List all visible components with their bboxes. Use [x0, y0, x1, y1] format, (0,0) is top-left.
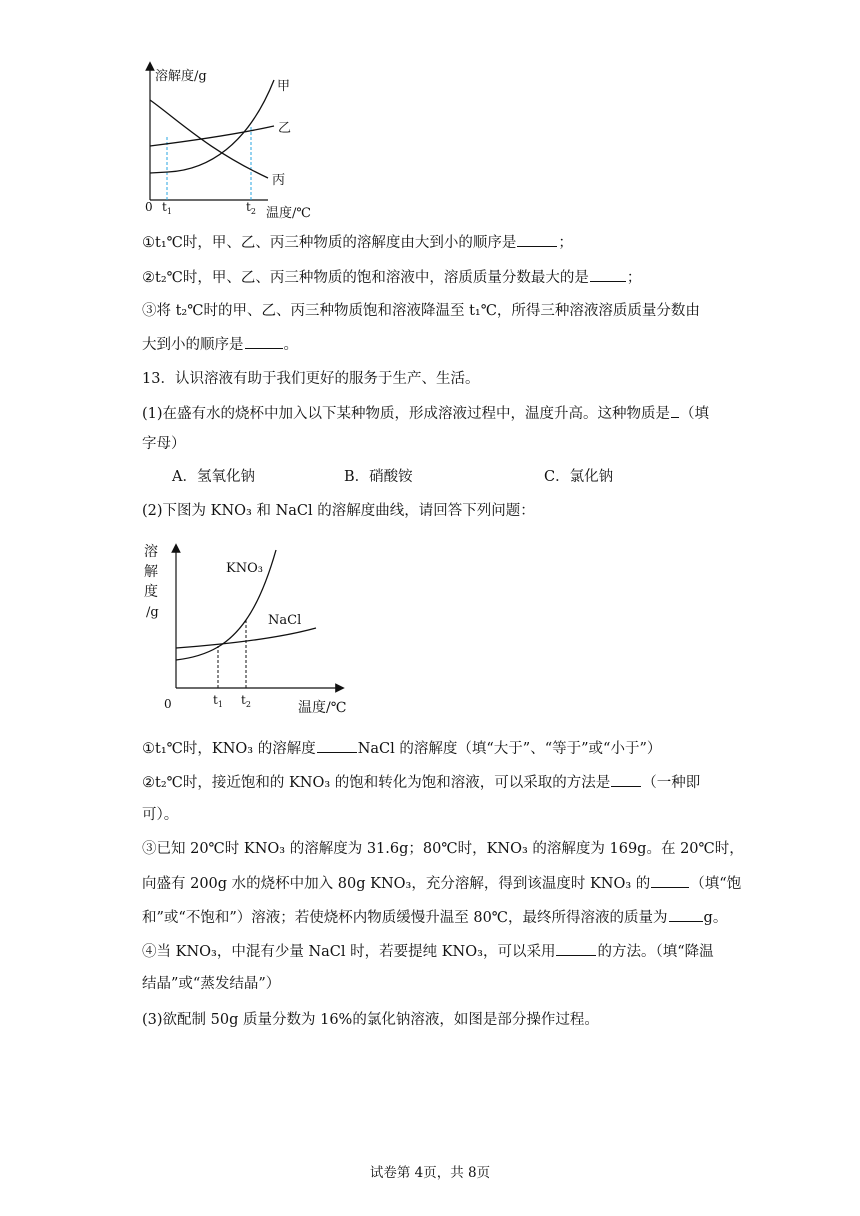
graph2-origin: 0: [164, 697, 172, 711]
graph2-ylabel-1: 溶: [144, 544, 158, 560]
q12-s2-text: ②t₂℃时，甲、乙、丙三种物质的饱和溶液中，溶质质量分数最大的是: [142, 270, 589, 286]
answer-blank[interactable]: [651, 873, 689, 888]
q12-s1-end: ；: [558, 235, 573, 251]
q12-s2: [142, 267, 641, 288]
graph1-origin: 0: [145, 200, 153, 214]
q13-s3a: [142, 839, 744, 859]
q13-p1b: [142, 434, 186, 454]
graph1-t2: $t_2$: [246, 200, 256, 216]
q12-s3a-text: ③将 t₂℃时的甲、乙、丙三种物质饱和溶液降温至 t₁℃，所得三种溶液溶质质量分数由: [142, 303, 700, 319]
label-yi: 乙: [278, 121, 292, 136]
graph2-t2: $t_2$: [241, 693, 251, 709]
q13-p1b-text: 字母）: [142, 436, 186, 452]
q13-s1a-text: ①t₁℃时，KNO₃ 的溶解度: [142, 741, 316, 757]
option-c-text: C．氯化钠: [544, 469, 614, 485]
q13-s4b-text: 结晶”或“蒸发结晶”）: [142, 976, 281, 992]
q12-s1: [142, 232, 573, 253]
answer-blank[interactable]: [590, 267, 626, 282]
solubility-graph-2: [140, 538, 370, 722]
label-bing: 丙: [272, 173, 286, 188]
graph1-ylabel: 溶解度/g: [155, 69, 207, 84]
option-b: [344, 467, 413, 487]
graph2-ylabel-3: 度: [144, 584, 158, 600]
q12-s1-text: ①t₁℃时，甲、乙、丙三种物质的溶解度由大到小的顺序是: [142, 235, 517, 251]
curve-bing: [150, 100, 268, 178]
answer-blank[interactable]: [317, 738, 357, 753]
answer-blank[interactable]: [245, 334, 283, 349]
q13-s2a-end: （一种即: [642, 775, 701, 791]
option-a: [172, 467, 255, 487]
q13-s3b: [142, 873, 741, 894]
graph2-t1: $t_1$: [213, 693, 223, 709]
q13-s4a-text: ④当 KNO₃，中混有少量 NaCl 时，若要提纯 KNO₃，可以采用: [142, 944, 556, 960]
q12-s3a: [142, 301, 700, 321]
graph2-ylabel-2: 解: [144, 564, 158, 580]
graph1-xlabel: 温度/℃: [266, 206, 311, 221]
answer-blank[interactable]: [671, 403, 679, 418]
q13-s2b: [142, 805, 178, 825]
page-footer: [0, 1161, 860, 1181]
answer-blank[interactable]: [517, 232, 557, 247]
q13-s2a: [142, 772, 700, 793]
label-kno3: KNO₃: [226, 561, 263, 576]
option-b-text: B．硝酸铵: [344, 469, 413, 485]
q13-p1a: [142, 403, 709, 424]
curve-jia: [150, 80, 274, 173]
answer-blank[interactable]: [669, 907, 703, 922]
page-number: 试卷第 4页，共 8页: [369, 1165, 491, 1181]
solubility-graph-1: [138, 60, 338, 222]
q13-s3b-text: 向盛有 200g 水的烧杯中加入 80g KNO₃，充分溶解，得到该温度时 KNO₃ 的: [142, 876, 651, 892]
q13-s3c-text: 和”或“不饱和”）溶液；若使烧杯内物质缓慢升温至 80℃，最终所得溶液的质量为: [142, 910, 668, 926]
q13-s3c: [142, 907, 727, 928]
q13-p3-text: (3)欲配制 50g 质量分数为 16%的氯化钠溶液，如图是部分操作过程。: [142, 1012, 599, 1028]
q13-s3c-end: g。: [703, 910, 728, 926]
q13-p2-text: (2)下图为 KNO₃ 和 NaCl 的溶解度曲线，请回答下列问题：: [142, 503, 535, 519]
curve-yi: [150, 126, 274, 146]
graph1-t1: $t_1$: [162, 200, 172, 216]
q13-s1b-text: NaCl 的溶解度（填“大于”、“等于”或“小于”）: [357, 741, 662, 757]
q12-s3b-text: 大到小的顺序是: [142, 337, 244, 353]
q13-title: [142, 369, 479, 389]
graph2-ylabel-4: /g: [146, 605, 159, 620]
q13-p2: [142, 501, 535, 521]
q12-s2-end: ；: [626, 270, 642, 286]
q13-title-text: 13．认识溶液有助于我们更好的服务于生产、生活。: [142, 371, 480, 387]
q13-s3b-end: （填“饱: [690, 876, 742, 892]
q12-s3b: [142, 334, 298, 355]
q13-s4a-end: 的方法。（填“降温: [597, 944, 714, 960]
label-jia: 甲: [277, 79, 291, 94]
answer-blank[interactable]: [611, 772, 641, 787]
q12-s3b-end: 。: [283, 337, 298, 353]
label-nacl: NaCl: [268, 613, 302, 628]
q13-p1a-end: （填: [680, 406, 710, 422]
q13-p3: [142, 1010, 599, 1030]
option-c: [544, 467, 613, 487]
graph2-xlabel: 温度/℃: [298, 700, 347, 716]
q13-s2a-text: ②t₂℃时，接近饱和的 KNO₃ 的饱和转化为饱和溶液，可以采取的方法是: [142, 775, 611, 791]
q13-s4b: [142, 974, 280, 994]
q13-p1a-text: (1)在盛有水的烧杯中加入以下某种物质，形成溶液过程中，温度升高。这种物质是: [142, 406, 671, 422]
answer-blank[interactable]: [556, 941, 596, 956]
q13-s4a: [142, 941, 714, 962]
option-a-text: A．氢氧化钠: [172, 469, 255, 485]
q13-s2b-text: 可）。: [142, 807, 179, 823]
q13-s1: [142, 738, 661, 759]
q13-s3a-text: ③已知 20℃时 KNO₃ 的溶解度为 31.6g；80℃时，KNO₃ 的溶解度为 169g。在 20℃时，: [142, 841, 744, 857]
